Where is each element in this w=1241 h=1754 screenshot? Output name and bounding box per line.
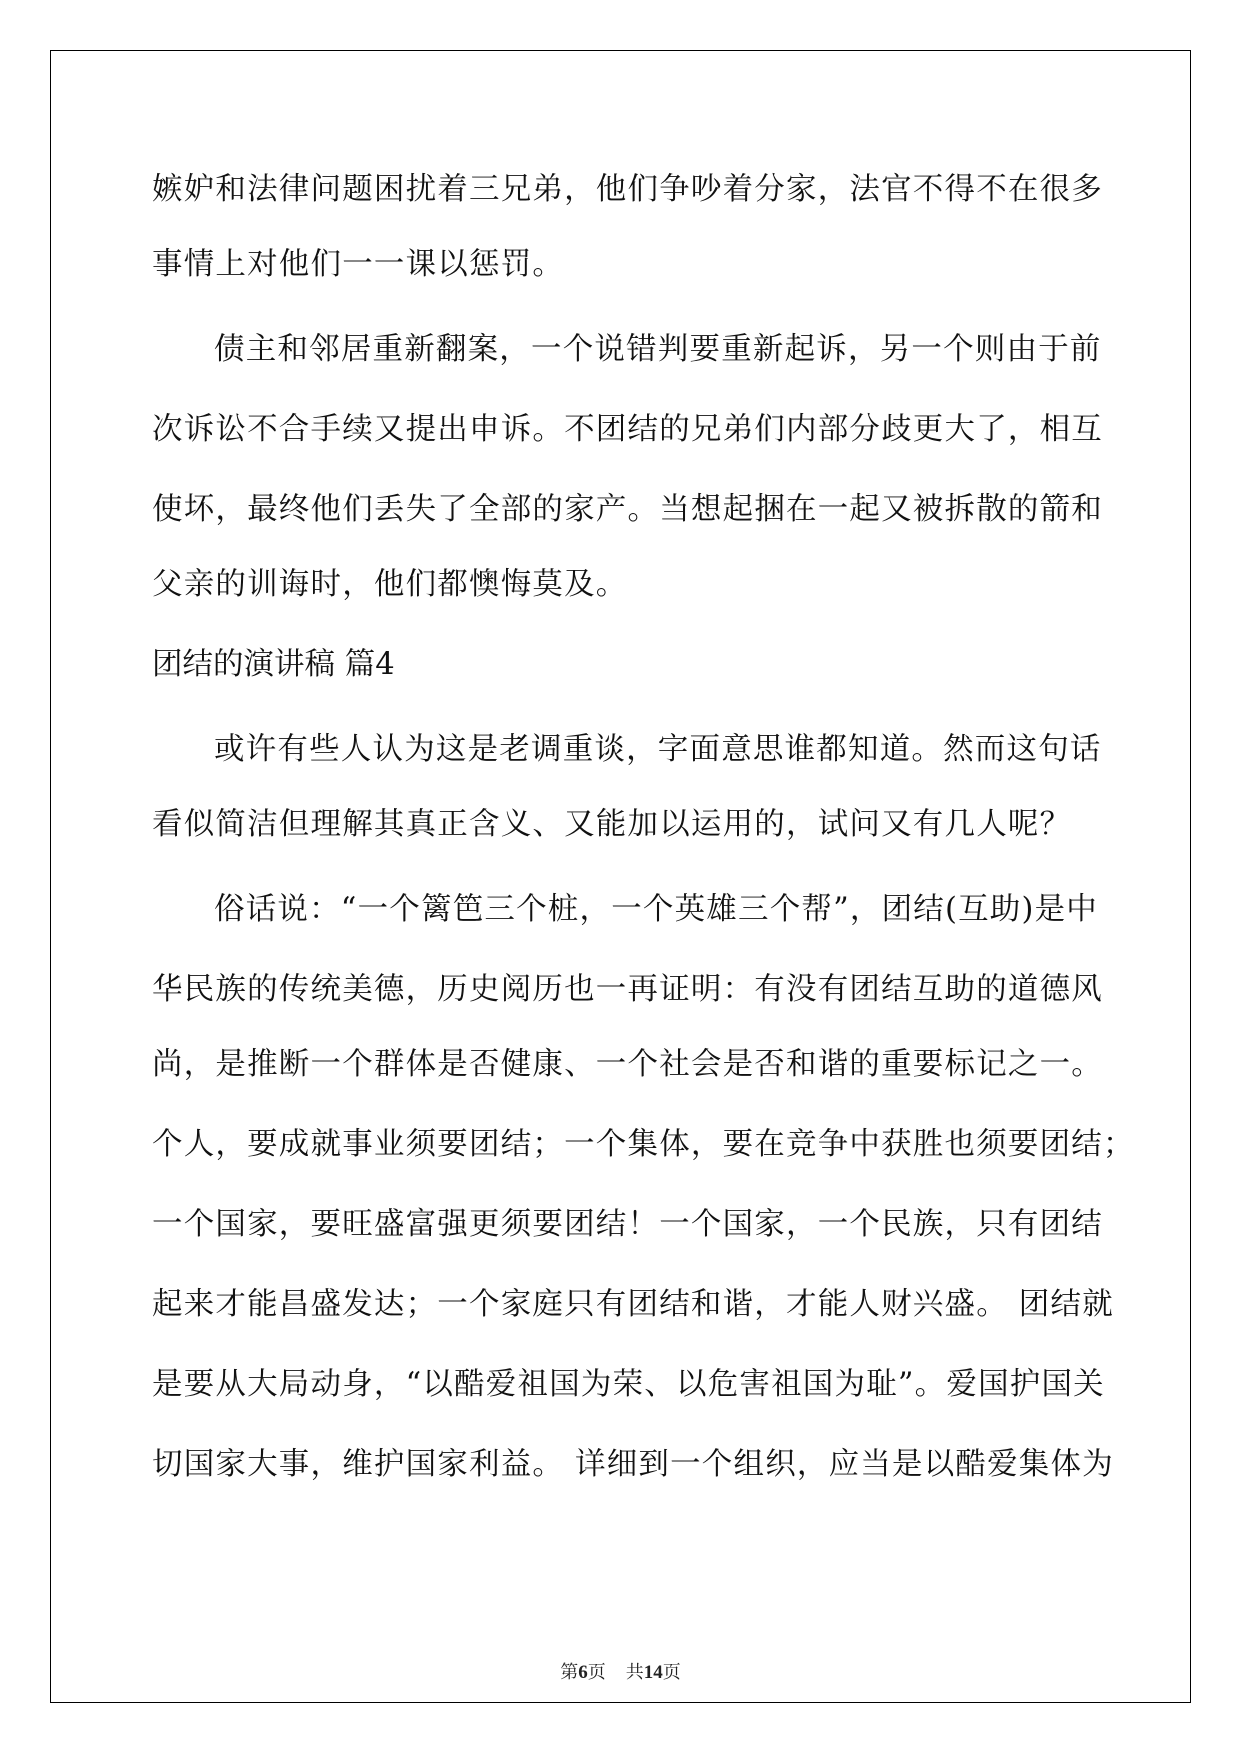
total-pages: 14: [643, 1662, 663, 1683]
total-suffix: 页: [662, 1662, 681, 1683]
page-footer: [0, 1658, 1241, 1684]
text-line: 华民族的传统美德，历史阅历也一再证明：有没有团结互助的道德风: [152, 972, 1103, 1007]
text-line: 是要从大局动身，“以酷爱祖国为荣、以危害祖国为耻”。爱国护国关: [152, 1367, 1105, 1402]
text-line: 事情上对他们一一课以惩罚。: [152, 247, 565, 282]
text-line: 使坏，最终他们丢失了全部的家产。当想起捆在一起又被拆散的箭和: [152, 492, 1103, 527]
text-line: 尚，是推断一个群体是否健康、一个社会是否和谐的重要标记之一。: [152, 1047, 1103, 1082]
text-line: 看似简洁但理解其真正含义、又能加以运用的，试问又有几人呢？: [152, 807, 1072, 842]
text-line: 父亲的训诲时，他们都懊悔莫及。: [152, 567, 628, 602]
text-line: 次诉讼不合手续又提出申诉。不团结的兄弟们内部分歧更大了，相互: [152, 412, 1103, 447]
text-line: 嫉妒和法律问题困扰着三兄弟，他们争吵着分家，法官不得不在很多: [152, 172, 1103, 207]
total-prefix: 共: [625, 1662, 644, 1683]
section-heading: 团结的演讲稿 篇4: [152, 647, 395, 682]
page-prefix: 第: [560, 1662, 579, 1683]
text-line: 一个国家，要旺盛富强更须要团结！一个国家，一个民族，只有团结: [152, 1207, 1103, 1242]
page-number: 6: [578, 1662, 588, 1683]
text-line: 起来才能昌盛发达；一个家庭只有团结和谐，才能人财兴盛。 团结就: [152, 1287, 1114, 1322]
text-line: 债主和邻居重新翻案，一个说错判要重新起诉，另一个则由于前: [214, 332, 1102, 367]
text-line: 切国家大事，维护国家利益。 详细到一个组织，应当是以酷爱集体为: [152, 1447, 1114, 1482]
text-line: 俗话说：“一个篱笆三个桩，一个英雄三个帮”，团结(互助)是中: [214, 892, 1098, 927]
text-line: 个人，要成就事业须要团结；一个集体，要在竞争中获胜也须要团结；: [152, 1127, 1135, 1162]
text-line: 或许有些人认为这是老调重谈，字面意思谁都知道。然而这句话: [214, 732, 1102, 767]
page-suffix: 页: [587, 1662, 606, 1683]
